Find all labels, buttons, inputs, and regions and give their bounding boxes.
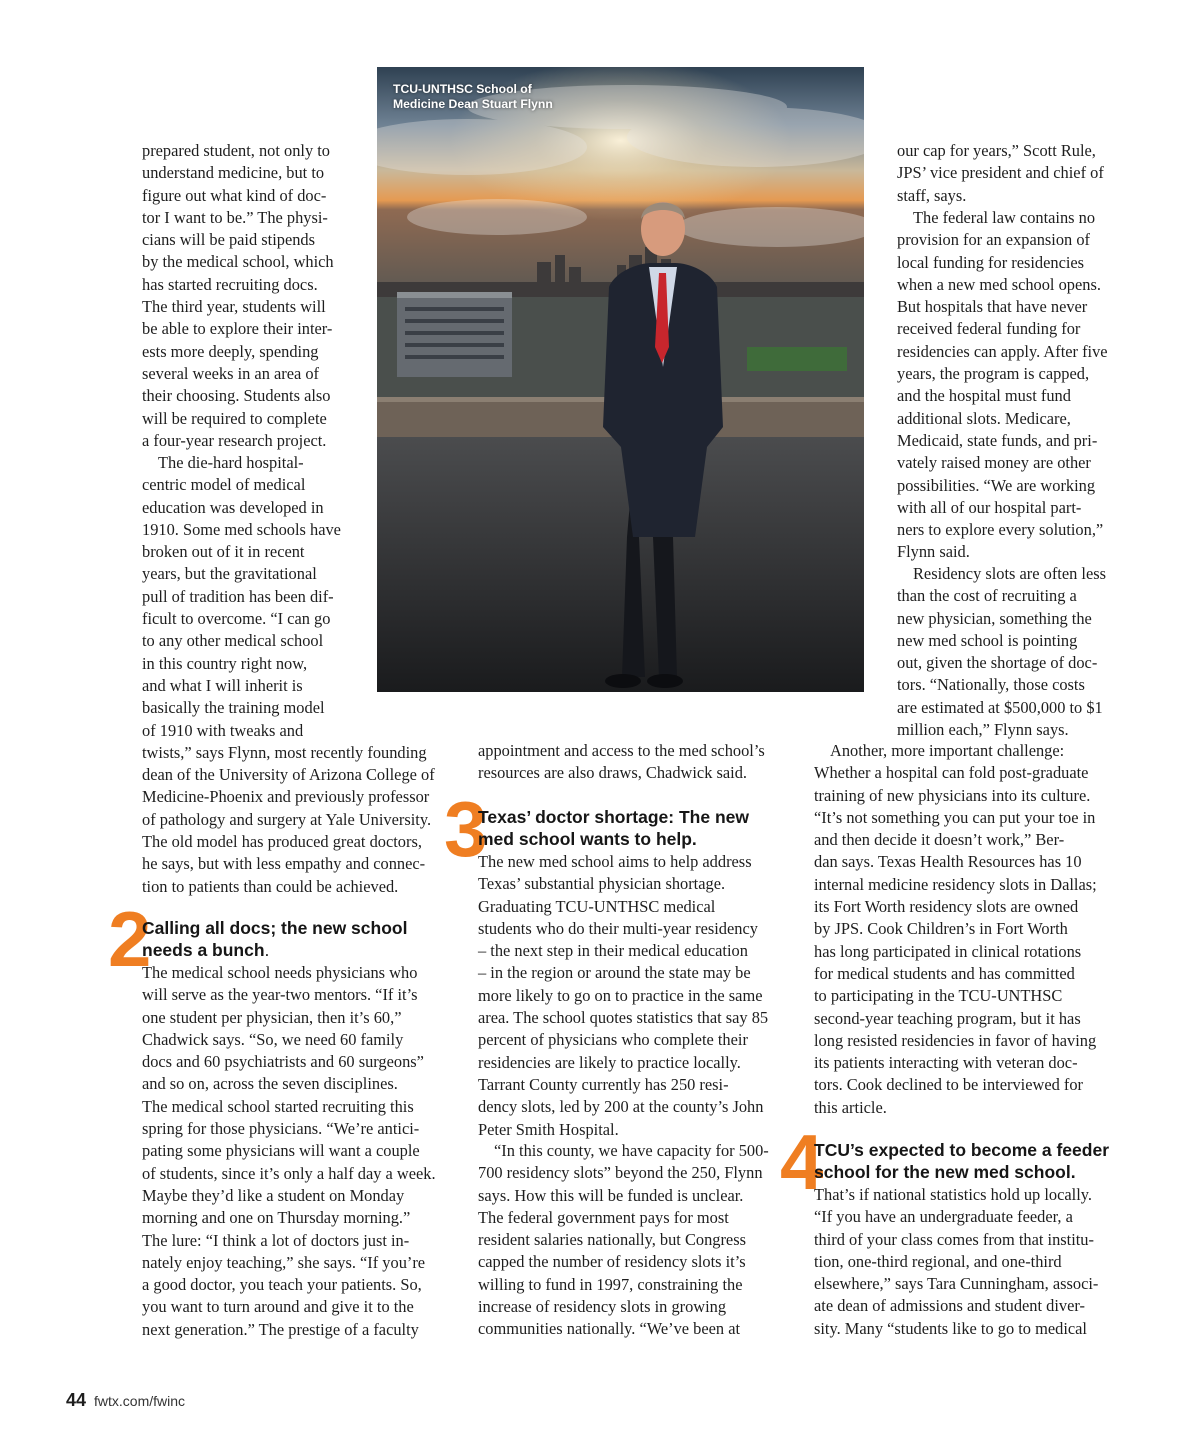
- photo-caption: [393, 82, 553, 111]
- dean-photo: [377, 67, 864, 692]
- hospital-building: [397, 292, 512, 377]
- text-line: with all of our hospital part-: [897, 497, 1082, 517]
- text-line: received federal funding for: [897, 319, 1081, 339]
- text-line: Chadwick says. “So, we need 60 family: [142, 1029, 404, 1049]
- text-line: Peter Smith Hospital.: [478, 1119, 619, 1139]
- text-line: more likely to go on to practice in the same: [478, 985, 763, 1005]
- text-line: in this country right now,: [142, 653, 308, 673]
- text-line: to any other medical school: [142, 631, 324, 651]
- text-line: says. How this will be funded is unclear.: [478, 1185, 744, 1205]
- text-line: will serve as the year-two mentors. “If it’s: [142, 985, 418, 1005]
- text-line: dan says. Texas Health Resources has 10: [814, 852, 1082, 872]
- text-line: its patients interacting with veteran doc-: [814, 1053, 1078, 1073]
- text-line: several weeks in an area of: [142, 363, 320, 383]
- text-line: tion, one-third regional, and one-third: [814, 1251, 1062, 1271]
- text-line: “It’s not something you can put your toe in: [814, 807, 1096, 827]
- text-line: capped the number of residency slots it’s: [478, 1252, 746, 1272]
- text-line: tors. “Nationally, those costs: [897, 675, 1085, 695]
- text-line: will be required to complete: [142, 408, 327, 428]
- text-line: The lure: “I think a lot of doctors just in-: [142, 1230, 410, 1250]
- text-line: ners to explore every solution,”: [897, 520, 1104, 540]
- text-line: willing to fund in 1997, constraining the: [478, 1274, 743, 1294]
- text-line: The new med school aims to help address: [478, 852, 752, 871]
- text-line: Residency slots are often less: [913, 564, 1106, 583]
- text-line: figure out what kind of doc-: [142, 185, 327, 205]
- text-line: understand medicine, but to: [142, 163, 325, 183]
- text-line: and the hospital must fund: [897, 386, 1071, 406]
- text-line: and then decide it doesn’t work,” Ber-: [814, 830, 1065, 850]
- lawn: [747, 347, 847, 371]
- text-line: a good doctor, you teach your patients. So,: [142, 1275, 422, 1295]
- text-line: Medicine-Phoenix and previously professor: [142, 787, 430, 807]
- text-line: Texas’ substantial physician shortage.: [478, 874, 726, 894]
- text-line: second-year teaching program, but it has: [814, 1008, 1081, 1028]
- text-line: prepared student, not only to: [142, 141, 330, 160]
- text-line: when a new med school opens.: [897, 274, 1101, 294]
- text-line: The medical school needs physicians who: [142, 963, 418, 982]
- text-line: years, the program is capped,: [897, 364, 1090, 384]
- text-line: you want to turn around and give it to the: [142, 1297, 414, 1317]
- site-link[interactable]: fwtx.com/fwinc: [94, 1393, 186, 1409]
- text-line: new med school is pointing: [897, 630, 1078, 650]
- text-line: additional slots. Medicare,: [897, 408, 1071, 428]
- text-line: long resisted residencies in favor of having: [814, 1030, 1097, 1050]
- text-line: The federal law contains no: [913, 208, 1096, 227]
- text-line: Tarrant County currently has 250 resi-: [478, 1074, 729, 1094]
- text-line: their choosing. Students also: [142, 386, 331, 406]
- text-line: “In this county, we have capacity for 500-: [494, 1141, 769, 1160]
- text-line: centric model of medical: [142, 475, 306, 495]
- text-line: for medical students and has committed: [814, 963, 1075, 983]
- text-line: this article.: [814, 1097, 887, 1117]
- section-number-4: 4: [780, 1118, 824, 1206]
- text-line: and what I will inherit is: [142, 675, 303, 695]
- dean-photo-illustration: [377, 67, 864, 692]
- text-line: appointment and access to the med school’s: [478, 741, 765, 760]
- text-line: But hospitals that have never: [897, 297, 1088, 317]
- text-line: Maybe they’d like a student on Monday: [142, 1185, 405, 1205]
- heading-line: Calling all docs; the new school: [142, 918, 408, 938]
- text-line: The federal government pays for most: [478, 1207, 729, 1227]
- text-line: sity. Many “students like to go to medical: [814, 1318, 1087, 1338]
- col3-paragraph-4: [814, 740, 1097, 1119]
- text-line: – the next step in their medical education: [478, 941, 748, 961]
- text-line: That’s if national statistics hold up locally.: [814, 1185, 1092, 1204]
- text-line: possibilities. “We are working: [897, 475, 1096, 495]
- text-line: tor I want to be.” The physi-: [142, 207, 328, 227]
- text-line: JPS’ vice president and chief of: [897, 163, 1104, 183]
- text-line: are estimated at $500,000 to $1: [897, 697, 1103, 717]
- text-line: of students, since it’s only a half day a week.: [142, 1163, 436, 1183]
- text-line: “If you have an undergraduate feeder, a: [814, 1207, 1073, 1227]
- col1-paragraph-3: [142, 962, 436, 1341]
- col3-paragraph-1: [897, 140, 1104, 207]
- text-line: ficult to overcome. “I can go: [142, 609, 331, 629]
- section-number-3: 3: [444, 785, 488, 873]
- text-line: a four-year research project.: [142, 430, 327, 450]
- text-line: pating some physicians will want a couple: [142, 1141, 420, 1161]
- col3-paragraph-2: [897, 207, 1108, 564]
- text-line: tors. Cook declined to be interviewed for: [814, 1075, 1084, 1095]
- text-line: provision for an expansion of: [897, 230, 1091, 250]
- text-line: spring for those physicians. “We’re antici-: [142, 1119, 420, 1139]
- text-line: of pathology and surgery at Yale University.: [142, 809, 432, 829]
- text-line: basically the training model: [142, 698, 325, 718]
- text-line: elsewhere,” says Tara Cunningham, associ-: [814, 1274, 1099, 1294]
- section-heading-4: [814, 1139, 1109, 1184]
- heading-line: Texas’ doctor shortage: The new: [478, 807, 749, 827]
- text-line: training of new physicians into its culture.: [814, 785, 1091, 805]
- text-line: our cap for years,” Scott Rule,: [897, 141, 1096, 160]
- text-line: cians will be paid stipends: [142, 230, 315, 250]
- text-line: The medical school started recruiting this: [142, 1096, 414, 1116]
- section-number-2: 2: [108, 895, 152, 983]
- text-line: and so on, across the seven disciplines.: [142, 1074, 398, 1094]
- text-line: dean of the University of Arizona College of: [142, 765, 435, 785]
- text-line: nately enjoy teaching,” she says. “If you’re: [142, 1252, 426, 1272]
- text-line: its Fort Worth residency slots are owned: [814, 897, 1079, 917]
- text-line: increase of residency slots in growing: [478, 1297, 727, 1317]
- text-line: by the medical school, which: [142, 252, 334, 272]
- text-line: students who do their multi-year residency: [478, 918, 758, 938]
- col2-paragraph-1: [478, 740, 765, 785]
- text-line: Medicaid, state funds, and pri-: [897, 430, 1098, 450]
- text-line: to participating in the TCU-UNTHSC: [814, 986, 1063, 1006]
- rooftop: [377, 437, 864, 692]
- section-heading-2: [142, 917, 407, 962]
- text-line: broken out of it in recent: [142, 542, 305, 562]
- col2-paragraph-2: [478, 851, 768, 1141]
- text-line: third of your class comes from that institu-: [814, 1229, 1094, 1249]
- caption-line: TCU-UNTHSC School of: [393, 82, 532, 96]
- text-line: out, given the shortage of doc-: [897, 653, 1098, 673]
- text-line: Flynn said.: [897, 542, 970, 562]
- text-line: one student per physician, then it’s 60,”: [142, 1007, 402, 1027]
- col3-paragraph-3: [897, 563, 1106, 741]
- text-line: residencies are likely to practice locally.: [478, 1052, 741, 1072]
- heading-line: needs a bunch: [142, 940, 265, 961]
- text-line: The third year, students will: [142, 297, 326, 317]
- col3-paragraph-5: [814, 1184, 1098, 1340]
- text-line: has started recruiting docs.: [142, 274, 318, 294]
- text-line: 1910. Some med schools have: [142, 519, 341, 539]
- text-line: 700 residency slots” beyond the 250, Flynn: [478, 1163, 763, 1183]
- text-line: twists,” says Flynn, most recently founding: [142, 742, 427, 762]
- text-line: tion to patients than could be achieved.: [142, 876, 399, 896]
- text-line: be able to explore their inter-: [142, 319, 333, 339]
- text-line: ests more deeply, spending: [142, 341, 319, 361]
- text-line: education was developed in: [142, 497, 324, 517]
- section-heading-3: [478, 806, 749, 851]
- col1-paragraph-1: [142, 140, 334, 452]
- text-line: years, but the gravitational: [142, 564, 317, 584]
- text-line: pull of tradition has been dif-: [142, 586, 334, 606]
- text-line: residencies can apply. After five: [897, 341, 1108, 361]
- text-line: morning and one on Thursday morning.”: [142, 1208, 411, 1228]
- text-line: of 1910 with tweaks and: [142, 720, 304, 740]
- text-line: ate dean of admissions and student diver-: [814, 1296, 1085, 1316]
- text-line: percent of physicians who complete their: [478, 1030, 748, 1050]
- text-line: resources are also draws, Chadwick said.: [478, 763, 747, 783]
- text-line: docs and 60 psychiatrists and 60 surgeons”: [142, 1052, 424, 1072]
- page-footer: [66, 1390, 185, 1411]
- heading-period: .: [264, 940, 270, 961]
- text-line: he says, but with less empathy and connec-: [142, 854, 426, 874]
- text-line: internal medicine residency slots in Dallas;: [814, 874, 1097, 894]
- col1-paragraph-2: [142, 452, 435, 898]
- text-line: The die-hard hospital-: [158, 453, 304, 472]
- heading-line: med school wants to help.: [478, 829, 697, 850]
- text-line: million each,” Flynn says.: [897, 720, 1069, 740]
- text-line: – in the region or around the state may be: [478, 963, 751, 983]
- text-line: Whether a hospital can fold post-graduate: [814, 763, 1089, 783]
- text-line: The old model has produced great doctors,: [142, 832, 422, 852]
- text-line: staff, says.: [897, 185, 967, 205]
- text-line: next generation.” The prestige of a faculty: [142, 1319, 419, 1339]
- text-line: vately raised money are other: [897, 453, 1091, 473]
- text-line: area. The school quotes statistics that say 85: [478, 1008, 769, 1028]
- page-number: 44: [66, 1390, 87, 1410]
- text-line: than the cost of recruiting a: [897, 586, 1077, 606]
- caption-line: Medicine Dean Stuart Flynn: [393, 96, 553, 111]
- col2-paragraph-3: [478, 1140, 769, 1341]
- text-line: has long participated in clinical rotations: [814, 941, 1082, 961]
- text-line: local funding for residencies: [897, 252, 1085, 272]
- text-line: new physician, something the: [897, 608, 1092, 628]
- text-line: Graduating TCU-UNTHSC medical: [478, 896, 716, 916]
- heading-line: school for the new med school.: [814, 1162, 1076, 1183]
- text-line: communities nationally. “We’ve been at: [478, 1319, 741, 1339]
- text-line: dency slots, led by 200 at the county’s John: [478, 1097, 764, 1117]
- text-line: resident salaries nationally, but Congress: [478, 1230, 746, 1250]
- heading-line: TCU’s expected to become a feeder: [814, 1140, 1110, 1160]
- text-line: Another, more important challenge:: [830, 741, 1065, 760]
- text-line: by JPS. Cook Children’s in Fort Worth: [814, 919, 1068, 939]
